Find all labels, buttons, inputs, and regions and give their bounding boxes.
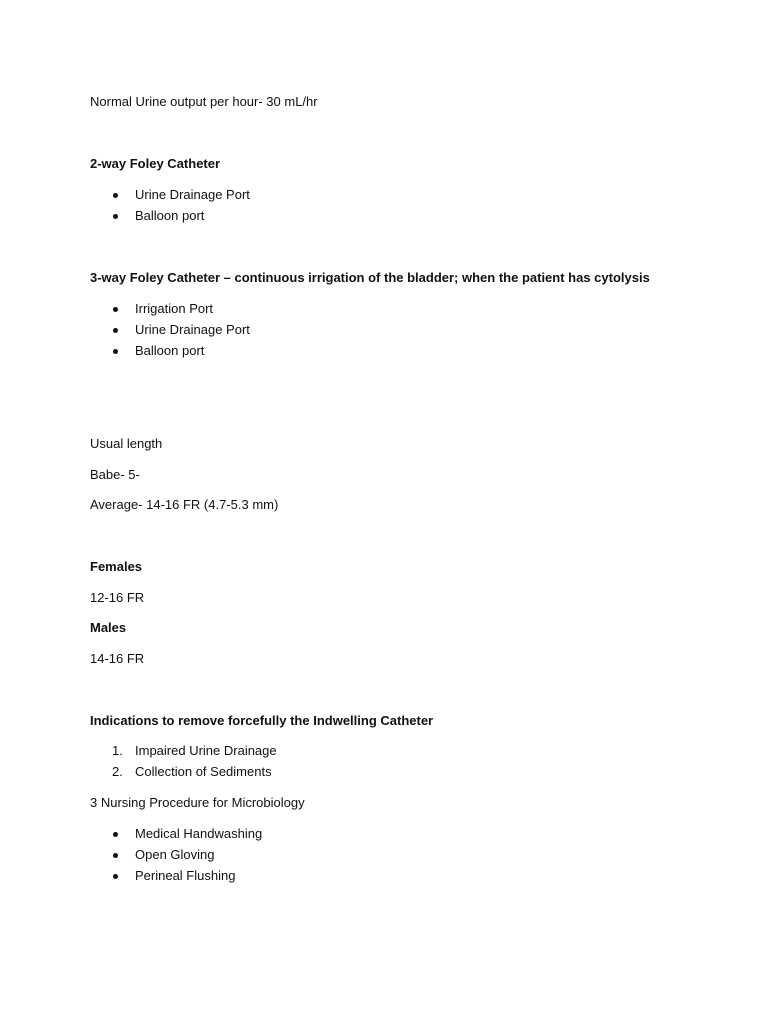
bullet-icon bbox=[113, 853, 118, 858]
bullet-icon bbox=[113, 328, 118, 333]
bullet-icon bbox=[113, 874, 118, 879]
list-item-text: Balloon port bbox=[135, 343, 205, 358]
indications-heading: Indications to remove forcefully the Indwelling Catheter bbox=[90, 713, 434, 728]
list-item-text: Urine Drainage Port bbox=[135, 322, 250, 337]
list-item-text: Open Gloving bbox=[135, 847, 215, 862]
two-way-heading: 2-way Foley Catheter bbox=[90, 156, 221, 171]
females-heading: Females bbox=[90, 559, 143, 574]
list-item-text: Collection of Sediments bbox=[135, 764, 272, 779]
three-way-heading: 3-way Foley Catheter – continuous irrigation of the bladder; when the patient has cytolysis bbox=[90, 270, 650, 285]
list-item-text: Medical Handwashing bbox=[135, 826, 263, 841]
list-item-text: Impaired Urine Drainage bbox=[135, 743, 277, 758]
nursing-heading: 3 Nursing Procedure for Microbiology bbox=[90, 795, 305, 810]
average-length-text: Average- 14-16 FR (4.7-5.3 mm) bbox=[90, 497, 279, 512]
females-size-text: 12-16 FR bbox=[90, 590, 145, 605]
list-item-text: Perineal Flushing bbox=[135, 868, 236, 883]
list-item-text: Irrigation Port bbox=[135, 301, 214, 316]
bullet-icon bbox=[113, 307, 118, 312]
bullet-icon bbox=[113, 214, 118, 219]
males-heading: Males bbox=[90, 620, 127, 635]
list-item-text: Balloon port bbox=[135, 208, 205, 223]
list-item-text: Urine Drainage Port bbox=[135, 187, 250, 202]
list-number: 1. bbox=[112, 743, 123, 758]
urine-output-text: Normal Urine output per hour- 30 mL/hr bbox=[90, 94, 318, 109]
babe-length-text: Babe- 5- bbox=[90, 467, 140, 482]
list-number: 2. bbox=[112, 764, 123, 779]
usual-length-label: Usual length bbox=[90, 436, 163, 451]
bullet-icon bbox=[113, 349, 118, 354]
bullet-icon bbox=[113, 193, 118, 198]
bullet-icon bbox=[113, 832, 118, 837]
males-size-text: 14-16 FR bbox=[90, 651, 145, 666]
